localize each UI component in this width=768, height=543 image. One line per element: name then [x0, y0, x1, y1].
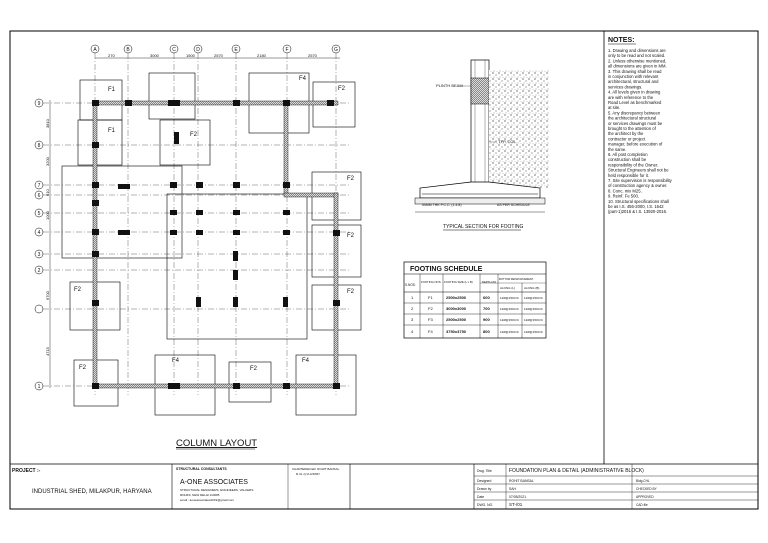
grid-2a: 2 [37, 268, 41, 274]
grid-7: 7 [37, 183, 41, 189]
consultant-name: A-ONE ASSOCIATES [180, 479, 248, 486]
cell: 600 [483, 295, 490, 300]
grid-d: D [196, 47, 200, 53]
note-line: 4. All levels given in drawing [608, 89, 661, 95]
notes-title: NOTES: [608, 37, 635, 44]
sched-h-sno: S.NOS. [405, 283, 416, 287]
plinth-beams [93, 101, 338, 388]
typical-footing-section [415, 60, 549, 230]
note-line: 6. All post completion [608, 152, 648, 157]
schedule-title: FOOTING SCHEDULE [410, 266, 483, 273]
cell: 1 [411, 295, 414, 300]
note-line: construction shall be [608, 157, 647, 163]
cell: 3750x3750 [446, 329, 467, 334]
dim-top-1: 270 [108, 53, 115, 58]
footing-label-8: F2 [347, 289, 355, 295]
note-line: 9. Reinf. Fe 500. [608, 193, 639, 199]
consultant-line2: ROHINI, NEW DELHI 110085 [180, 493, 220, 497]
earth-fill [489, 70, 549, 188]
engineer-name: CHARTERED ER. ROHIT BANSAL [292, 467, 340, 471]
cell: 12Ø@150C/C [500, 296, 519, 300]
notes-list [608, 48, 673, 214]
footing-label-6: F2 [347, 176, 355, 182]
sched-h-fno: FOOTING NOS. [421, 280, 442, 284]
dim-left-5: 6700 [45, 291, 50, 300]
grid-4: 4 [37, 230, 41, 236]
grid-9: 9 [37, 101, 41, 107]
sched-h-along-b: ALONG (B) [524, 286, 540, 290]
cell: 12Ø@150C/C [524, 330, 543, 334]
left-dimensions [45, 118, 50, 356]
dwg-no-value: ST-/01 [509, 502, 523, 507]
cell: F1 [428, 295, 433, 300]
title-block [12, 464, 758, 509]
footing-label-13: F4 [302, 358, 310, 364]
cell: 3 [411, 317, 414, 322]
right-label-1: Bldg.CHL [636, 479, 650, 483]
note-line: only to be read and not scaled. [608, 53, 666, 59]
cell: 12Ø@150C/C [500, 330, 519, 334]
grid-c: C [172, 47, 176, 53]
footing-label-10: F2 [79, 365, 87, 371]
dwg-title: FOUNDATION PLAN & DETAIL (ADMINISTRATIVE BLOCK) [509, 468, 644, 474]
note-line: are with reference to the [608, 94, 654, 100]
cell: 2500x2500 [446, 317, 467, 322]
grid-5: 5 [37, 211, 41, 217]
dim-left-1: 3810 [45, 119, 50, 128]
pcc-label: 50MM THK P.C.C. (1:4:8) [422, 203, 462, 207]
dwg-no-label: DWG. NO. [477, 503, 494, 507]
grid-g: G [334, 47, 338, 53]
note-line: 10. Structural specifications shall [608, 198, 669, 204]
footing-label-7: F2 [347, 233, 355, 239]
note-line: 8. Conc. mix M25. [608, 188, 642, 194]
dim-top-2: 3000 [150, 53, 159, 58]
dim-top-4: 2570 [214, 53, 223, 58]
notes-panel [608, 37, 673, 214]
designed-value: ROHIT BANSAL [509, 479, 534, 483]
note-line: 1. Drawing and dimensions are [608, 48, 666, 53]
note-line: all dimensions are given in MM. [608, 63, 667, 69]
footing-label-5: F2 [338, 86, 346, 92]
note-line: manager, before execution of [608, 141, 663, 147]
sched-h-along-l: ALONG (L) [500, 286, 516, 290]
designed-label: Designed [477, 479, 492, 483]
dim-left-3: 610 [45, 189, 50, 196]
sched-h-reinf: BOTTOM REINFORCEMENT [499, 278, 534, 281]
sched-h-size: FOOTING SIZE (L x B) [444, 280, 473, 284]
cell: 700 [483, 306, 490, 311]
typ-col-label: TYP. COL. [498, 139, 517, 144]
footing-label-12: F2 [250, 366, 258, 372]
grid-f: F [285, 47, 289, 53]
cell: F2 [428, 306, 433, 311]
note-line: (part-1)2016 & I.S. 13920-2016. [608, 209, 668, 215]
right-label-2: CHECKED BY [636, 487, 657, 491]
date-value: 07/05/2021 [509, 495, 526, 499]
column-layout-plan [35, 45, 361, 449]
drawn-value: SAH [509, 487, 516, 491]
note-line: in conjunction with relevant [608, 74, 659, 79]
cell: 12Ø@150C/C [500, 318, 519, 322]
grid-3: 3 [37, 252, 41, 258]
cell: 12Ø@150C/C [524, 296, 543, 300]
note-line: 5. Any discrepancy between [608, 110, 661, 116]
grid-6: 6 [37, 193, 41, 199]
footing-label-3: F2 [190, 132, 198, 138]
sched-h-depth: DEPTH (D) [482, 280, 497, 284]
drawn-label: Drawn by [477, 487, 492, 491]
plinth-beam-label: PLINTH BEAM [436, 83, 463, 88]
grid-bubbles-top [91, 45, 340, 395]
note-line: the architectural structural [608, 115, 657, 121]
footing-label-4: F4 [299, 76, 307, 82]
grid-b: B [126, 47, 130, 53]
cell: 12Ø@150C/C [524, 318, 543, 322]
grid-bubbles-left [35, 99, 350, 390]
note-line: Road Level as benchmarked [608, 100, 662, 105]
cell: 2500x2500 [446, 295, 467, 300]
footing-outlines [62, 73, 361, 415]
footing-label-2: F1 [108, 128, 116, 134]
dim-left-4: 1000 [45, 211, 50, 220]
right-label-4: CAD file [636, 503, 648, 507]
note-line: the same. [608, 146, 627, 152]
dim-top-6: 2570 [308, 53, 317, 58]
note-line: brought to the attention of [608, 126, 656, 131]
note-line: at site. [608, 105, 621, 111]
date-label: Date [477, 495, 485, 499]
cell: 900 [483, 317, 490, 322]
note-line: held responsible for it. [608, 172, 649, 178]
plan-title: COLUMN LAYOUT [176, 438, 258, 449]
footing-labels [74, 76, 355, 372]
note-line: of construction agency & owner. [608, 183, 668, 189]
note-line: 3. This drawing shall be read [608, 68, 662, 74]
note-line: 7. Site supervision is responsibility [608, 178, 672, 183]
grid-a: A [93, 47, 97, 53]
project-label: PROJECT :- [12, 468, 41, 474]
note-line: architectural, structural and [608, 79, 659, 85]
note-line: Structural Engineers shall not be [608, 167, 669, 173]
cell: 4 [411, 329, 414, 334]
consultant-line3: email : aoneassociates2019@gmail.com [180, 498, 234, 502]
note-line: services drawings. [608, 84, 643, 90]
columns [92, 100, 340, 389]
note-line: or services drawings must be [608, 120, 663, 126]
footing-label-1: F1 [108, 87, 116, 93]
dwg-title-label: Dwg. Title [477, 469, 492, 473]
grid-1: 1 [37, 384, 41, 390]
grid-8: 8 [37, 143, 41, 149]
dim-left-2: 3200 [45, 157, 50, 166]
note-line: be as I.S. 456-2000, I.S. 1642 [608, 204, 664, 209]
section-title: TYPICAL SECTION FOR FOOTING [443, 224, 524, 230]
cell: 3000x3000 [446, 306, 467, 311]
cell: F4 [428, 329, 433, 334]
cell: F3 [428, 317, 433, 322]
consultant-line1: STRUCTURAL DESIGNERS, ENGINEERS, VALUERS [180, 488, 254, 492]
note-line: 2. Unless otherwise mentioned, [608, 58, 667, 64]
footing-schedule [404, 262, 546, 338]
cell: 12Ø@150C/C [500, 307, 519, 311]
note-line: responsibility of the Owner. [608, 162, 659, 168]
project-name: INDUSTRIAL SHED, MILAKPUR, HARYANA [32, 489, 152, 495]
top-dimensions [108, 53, 318, 58]
right-label-3: APPROVED [636, 495, 654, 499]
dim-left-6: 4715 [45, 347, 50, 356]
cell: 12Ø@150C/C [524, 307, 543, 311]
schedule-ref-label: AS PER SCHEDULE [497, 203, 530, 207]
dim-top-5: 2180 [257, 53, 266, 58]
plinth-beam-section [471, 78, 489, 104]
dim-top-3: 1500 [186, 53, 195, 58]
grid-e: E [234, 47, 238, 53]
note-line: the architect by the [608, 131, 644, 137]
note-line: contractor or project [608, 136, 646, 142]
footing-label-9: F2 [74, 287, 82, 293]
footing-label-11: F4 [172, 358, 180, 364]
consultant-label: STRUCTURAL CONSULTANTS [176, 467, 227, 471]
engineer-sub: M.I.E. (I) M-1234567 [296, 473, 320, 476]
cell: 2 [411, 306, 414, 311]
cell: 800 [483, 329, 490, 334]
